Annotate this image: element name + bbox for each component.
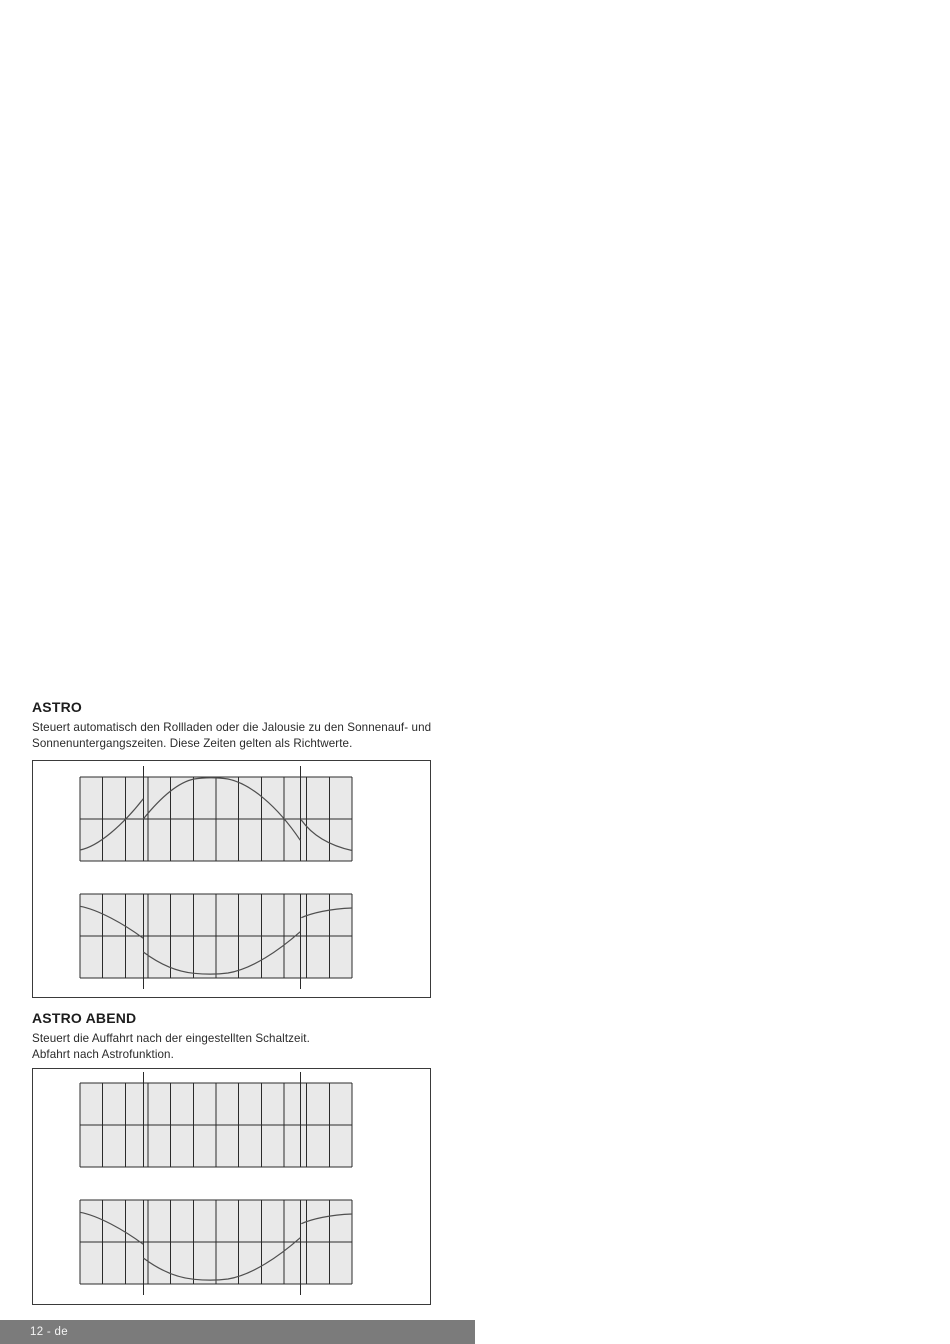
footer-bar xyxy=(0,1320,475,1344)
sunrise-curve-diagram xyxy=(78,765,354,873)
section-astro-abend xyxy=(32,1011,432,1062)
sunset-curve-diagram xyxy=(78,882,354,990)
page-number-label: 12 - de xyxy=(30,1326,68,1338)
section-astro-abend-body: Steuert die Auffahrt nach der eingestellten Schaltzeit. Abfahrt nach Astrofunktion. xyxy=(32,1032,310,1061)
astro-figure-box xyxy=(32,760,431,998)
section-astro-abend-heading: ASTRO ABEND xyxy=(32,1010,137,1026)
astro-abend-figure-box xyxy=(32,1068,431,1305)
empty-grid-diagram xyxy=(78,1071,354,1179)
section-astro-heading: ASTRO xyxy=(32,699,82,715)
section-astro xyxy=(32,700,432,751)
sunset-curve-diagram xyxy=(78,1188,354,1296)
section-astro-body: Steuert automatisch den Rollladen oder die Jalousie zu den Sonnenauf- und Sonnenuntergangszeiten. Diese Zeiten gelten als Richtwerte. xyxy=(32,721,432,750)
